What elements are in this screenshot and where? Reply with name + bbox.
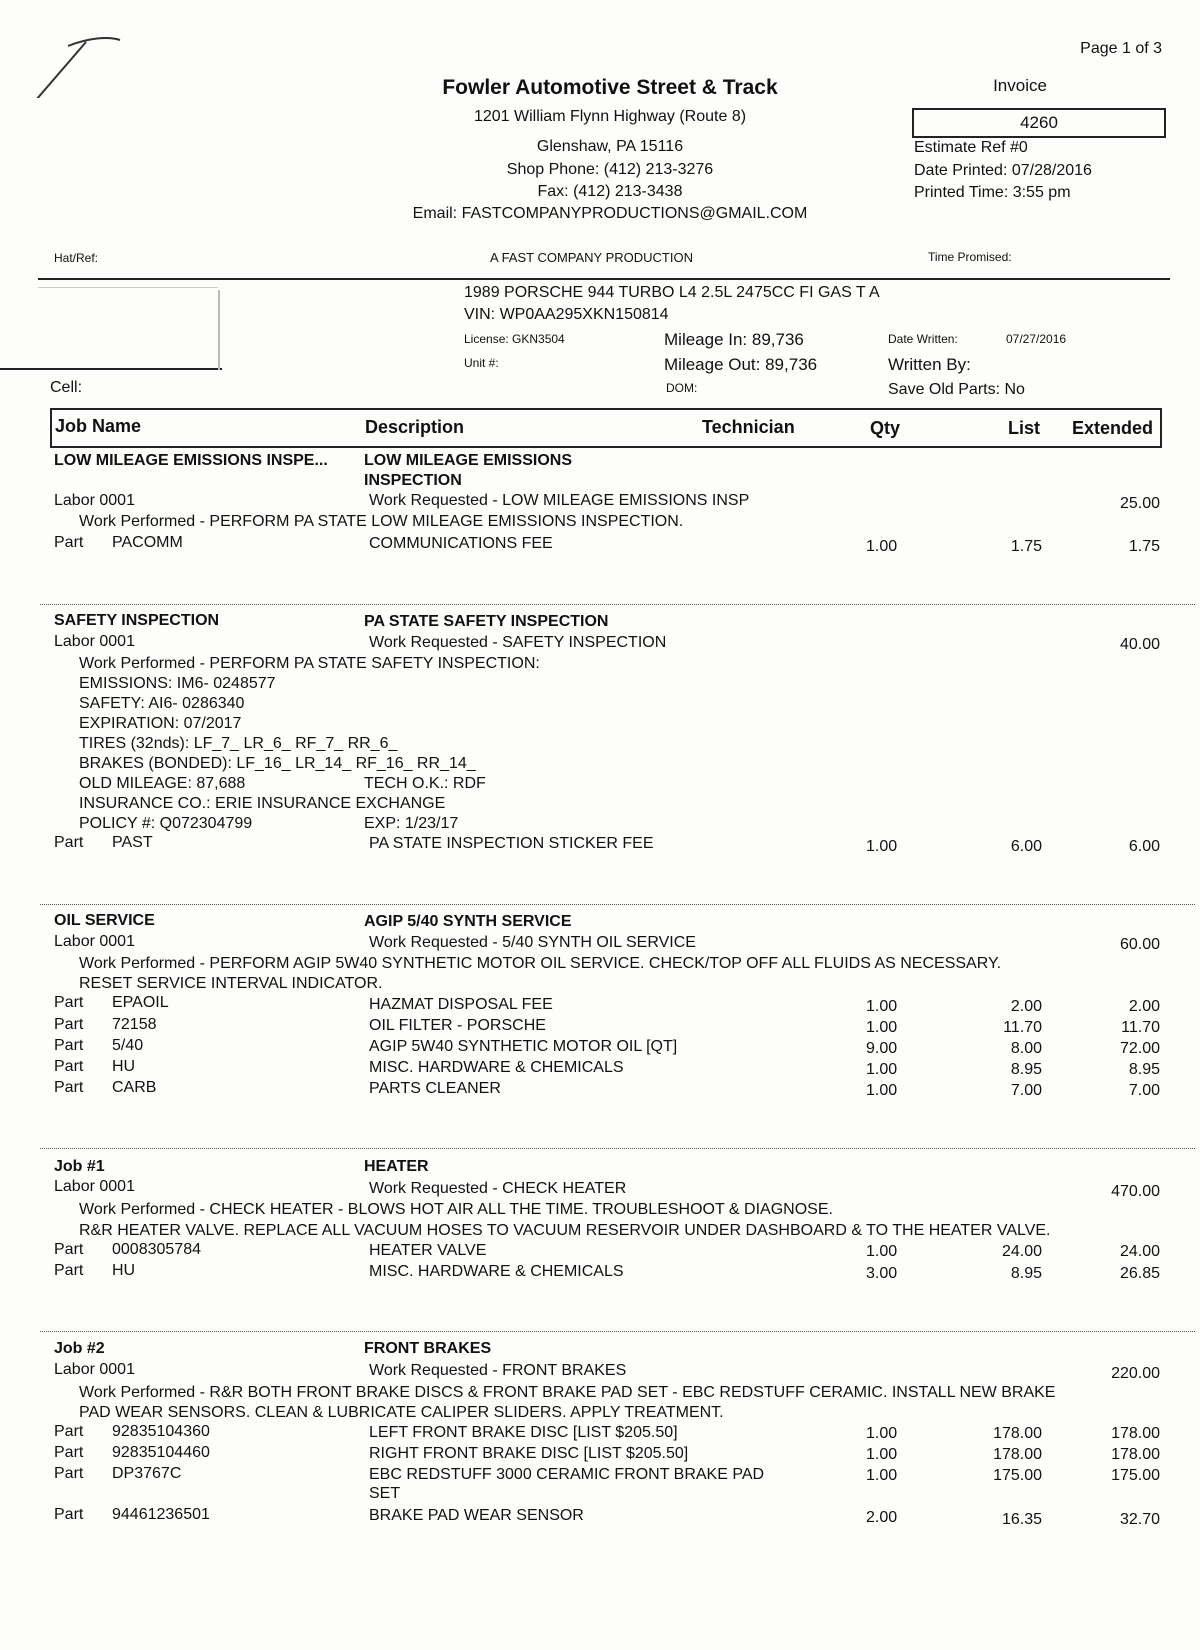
part-qty: 1.00 (866, 1467, 898, 1484)
estimate-ref: Estimate Ref #0 (914, 139, 1028, 156)
redaction-line (0, 368, 222, 370)
mileage-out: Mileage Out: 89,736 (664, 355, 818, 374)
part-description: OIL FILTER - PORSCHE (369, 1017, 546, 1034)
work-performed: Work Performed - PERFORM AGIP 5W40 SYNTHETIC MOTOR OIL SERVICE. CHECK/TOP OFF ALL FLUIDS AS NECESSARY. (79, 955, 1002, 972)
col-technician: Technician (702, 417, 795, 437)
shop-email: Email: FASTCOMPANYPRODUCTIONS@GMAIL.COM (412, 205, 808, 222)
shop-name: Fowler Automotive Street & Track (442, 76, 778, 99)
redaction-edge (218, 290, 220, 370)
col-qty: Qty (870, 418, 901, 438)
save-old-parts: Save Old Parts: No (888, 381, 1025, 398)
part-type: Part (54, 1465, 84, 1482)
date-written-label: Date Written: (888, 332, 958, 346)
labor-amount: 40.00 (1119, 636, 1160, 653)
part-qty: 2.00 (866, 1509, 898, 1526)
job-title: LOW MILEAGE EMISSIONS (364, 452, 573, 469)
mileage-in: Mileage In: 89,736 (664, 330, 804, 349)
work-performed: Work Performed - CHECK HEATER - BLOWS HOT AIR ALL THE TIME. TROUBLESHOOT & DIAGNOSE. (79, 1201, 833, 1218)
part-description: PA STATE INSPECTION STICKER FEE (369, 835, 654, 852)
part-type: Part (54, 534, 84, 551)
invoice-label: Invoice (993, 76, 1047, 95)
work-requested: Work Requested - CHECK HEATER (369, 1180, 627, 1197)
part-code: 94461236501 (112, 1506, 210, 1523)
column-header-box (50, 408, 1162, 448)
job-title: PA STATE SAFETY INSPECTION (364, 613, 609, 630)
part-extended: 72.00 (1119, 1040, 1160, 1057)
part-list: 1.75 (1010, 538, 1042, 555)
labor-code: Labor 0001 (54, 1361, 135, 1378)
work-performed-cont: PAD WEAR SENSORS. CLEAN & LUBRICATE CALIPER SLIDERS. APPLY TREATMENT. (79, 1404, 724, 1421)
part-description: MISC. HARDWARE & CHEMICALS (369, 1263, 624, 1280)
page-number: Page 1 of 3 (1080, 40, 1162, 57)
part-description: BRAKE PAD WEAR SENSOR (369, 1507, 584, 1524)
part-description: AGIP 5W40 SYNTHETIC MOTOR OIL [QT] (369, 1038, 678, 1055)
part-extended: 2.00 (1128, 998, 1160, 1015)
part-code: PAST (112, 834, 153, 851)
part-list: 8.95 (1010, 1061, 1042, 1078)
shop-address-line1: 1201 William Flynn Highway (Route 8) (473, 108, 747, 125)
part-code: HU (112, 1058, 136, 1075)
part-list: 8.95 (1010, 1265, 1042, 1282)
col-extended: Extended (1072, 418, 1154, 438)
redaction-top (38, 287, 218, 288)
shop-fax: Fax: (412) 213-3438 (537, 183, 683, 200)
part-qty: 1.00 (866, 838, 898, 855)
job-title: FRONT BRAKES (364, 1340, 492, 1357)
part-list: 178.00 (993, 1425, 1042, 1442)
part-list: 16.35 (1001, 1511, 1042, 1528)
part-extended: 26.85 (1119, 1265, 1160, 1282)
work-requested: Work Requested - 5/40 SYNTH OIL SERVICE (369, 934, 696, 951)
part-code: HU (112, 1262, 136, 1279)
time-promised-label: Time Promised: (928, 250, 1012, 264)
date-printed: Date Printed: 07/28/2016 (914, 162, 1092, 179)
part-code: EPAOIL (112, 994, 169, 1011)
job-name: LOW MILEAGE EMISSIONS INSPE... (54, 452, 328, 469)
part-type: Part (54, 1016, 84, 1033)
job-separator (40, 1331, 1195, 1332)
work-performed: Work Performed - PERFORM PA STATE LOW MILEAGE EMISSIONS INSPECTION. (79, 513, 684, 530)
part-description: HAZMAT DISPOSAL FEE (369, 996, 553, 1013)
part-code: CARB (112, 1079, 157, 1096)
shop-address-line2: Glenshaw, PA 15116 (536, 138, 684, 155)
expiration-line: EXPIRATION: 07/2017 (79, 715, 242, 732)
printed-time: Printed Time: 3:55 pm (914, 184, 1071, 201)
part-qty: 1.00 (866, 1019, 898, 1036)
part-description: HEATER VALVE (369, 1242, 487, 1259)
col-description: Description (365, 417, 465, 437)
part-type: Part (54, 1241, 84, 1258)
part-qty: 1.00 (866, 1446, 898, 1463)
part-extended: 178.00 (1111, 1446, 1160, 1463)
part-qty: 1.00 (866, 1061, 898, 1078)
part-extended: 7.00 (1128, 1082, 1160, 1099)
work-performed-cont: RESET SERVICE INTERVAL INDICATOR. (79, 975, 383, 992)
work-requested: Work Requested - SAFETY INSPECTION (369, 634, 667, 651)
part-extended: 11.70 (1121, 1019, 1160, 1036)
job-title: HEATER (364, 1158, 429, 1175)
hat-ref-label: Hat/Ref: (54, 251, 99, 265)
job-name: OIL SERVICE (54, 912, 155, 929)
tech-ok: TECH O.K.: RDF (364, 775, 486, 792)
labor-amount: 470.00 (1111, 1183, 1160, 1200)
part-extended: 175.00 (1111, 1467, 1160, 1484)
safety-line: SAFETY: AI6- 0286340 (79, 695, 245, 712)
header-divider (38, 278, 1170, 280)
cell-label: Cell: (50, 379, 83, 396)
job-name: Job #2 (54, 1340, 105, 1357)
part-qty: 1.00 (866, 1082, 898, 1099)
part-list: 11.70 (1003, 1019, 1042, 1036)
old-mileage-line: OLD MILEAGE: 87,688 (79, 775, 246, 792)
part-extended: 178.00 (1111, 1425, 1160, 1442)
part-qty: 9.00 (866, 1040, 898, 1057)
dom-label: DOM: (666, 381, 698, 395)
insurance-line: INSURANCE CO.: ERIE INSURANCE EXCHANGE (79, 795, 446, 812)
tagline: A FAST COMPANY PRODUCTION (490, 250, 693, 265)
job-name: Job #1 (54, 1158, 105, 1175)
part-list: 24.00 (1001, 1243, 1042, 1260)
part-type: Part (54, 1079, 84, 1096)
part-extended: 1.75 (1128, 538, 1160, 555)
brakes-line: BRAKES (BONDED): LF_16_ LR_14_ RF_16_ RR_14_ (79, 755, 476, 772)
labor-amount: 220.00 (1111, 1365, 1160, 1382)
part-code: 5/40 (112, 1037, 144, 1054)
part-description-cont: SET (369, 1485, 401, 1502)
part-code: PACOMM (112, 534, 183, 551)
part-description: PARTS CLEANER (369, 1080, 501, 1097)
job-separator (40, 1148, 1195, 1149)
job-separator (40, 604, 1195, 605)
labor-code: Labor 0001 (54, 933, 135, 950)
part-type: Part (54, 834, 84, 851)
part-extended: 6.00 (1128, 838, 1160, 855)
invoice-number: 4260 (1020, 113, 1058, 132)
part-code: 92835104460 (112, 1444, 210, 1461)
part-list: 6.00 (1010, 838, 1042, 855)
date-written: 07/27/2016 (1006, 332, 1067, 346)
part-list: 178.00 (993, 1446, 1042, 1463)
job-separator (40, 904, 1195, 905)
part-extended: 32.70 (1119, 1511, 1160, 1528)
tires-line: TIRES (32nds): LF_7_ LR_6_ RF_7_ RR_6_ (79, 735, 398, 752)
labor-amount: 25.00 (1119, 495, 1160, 512)
shop-phone: Shop Phone: (412) 213-3276 (506, 161, 714, 178)
part-type: Part (54, 1037, 84, 1054)
part-type: Part (54, 1506, 84, 1523)
unit-number: Unit #: (464, 356, 499, 370)
part-description: MISC. HARDWARE & CHEMICALS (369, 1059, 624, 1076)
part-type: Part (54, 1058, 84, 1075)
labor-code: Labor 0001 (54, 633, 135, 650)
part-extended: 8.95 (1128, 1061, 1160, 1078)
part-code: 72158 (112, 1016, 157, 1033)
part-description: EBC REDSTUFF 3000 CERAMIC FRONT BRAKE PAD (369, 1466, 765, 1483)
labor-code: Labor 0001 (54, 1178, 135, 1195)
vehicle-vin: VIN: WP0AA295XKN150814 (464, 306, 669, 323)
col-list: List (1008, 418, 1041, 438)
labor-code: Labor 0001 (54, 492, 135, 509)
part-qty: 1.00 (866, 1243, 898, 1260)
part-list: 8.00 (1010, 1040, 1042, 1057)
part-description: COMMUNICATIONS FEE (369, 535, 553, 552)
part-type: Part (54, 1262, 84, 1279)
written-by: Written By: (888, 355, 971, 374)
work-performed: Work Performed - R&R BOTH FRONT BRAKE DISCS & FRONT BRAKE PAD SET - EBC REDSTUFF CERAMIC. INSTALL NEW BRAKE (79, 1384, 1056, 1401)
part-description: LEFT FRONT BRAKE DISC [LIST $205.50] (369, 1424, 678, 1441)
labor-amount: 60.00 (1119, 936, 1160, 953)
job-title-cont: INSPECTION (364, 472, 462, 489)
part-qty: 1.00 (866, 998, 898, 1015)
part-code: 0008305784 (112, 1241, 201, 1258)
col-job-name: Job Name (55, 416, 142, 436)
part-extended: 24.00 (1119, 1243, 1160, 1260)
license-plate: License: GKN3504 (464, 332, 565, 346)
part-list: 2.00 (1010, 998, 1042, 1015)
part-type: Part (54, 1423, 84, 1440)
policy-exp: EXP: 1/23/17 (364, 815, 459, 832)
invoice-number-box (912, 108, 1166, 138)
work-performed: Work Performed - PERFORM PA STATE SAFETY INSPECTION: (79, 655, 540, 672)
vehicle-description: 1989 PORSCHE 944 TURBO L4 2.5L 2475CC FI GAS T A (464, 284, 880, 301)
emissions-line: EMISSIONS: IM6- 0248577 (79, 675, 276, 692)
job-name: SAFETY INSPECTION (54, 612, 220, 629)
part-type: Part (54, 994, 84, 1011)
work-performed-cont: R&R HEATER VALVE. REPLACE ALL VACUUM HOSES TO VACUUM RESERVOIR UNDER DASHBOARD & TO THE HEATER VALVE. (79, 1222, 1051, 1239)
part-type: Part (54, 1444, 84, 1461)
job-title: AGIP 5/40 SYNTH SERVICE (364, 913, 572, 930)
work-requested: Work Requested - FRONT BRAKES (369, 1362, 627, 1379)
part-description: RIGHT FRONT BRAKE DISC [LIST $205.50] (369, 1445, 689, 1462)
part-code: DP3767C (112, 1465, 182, 1482)
work-requested: Work Requested - LOW MILEAGE EMISSIONS INSP (369, 492, 750, 509)
part-list: 175.00 (993, 1467, 1042, 1484)
part-qty: 1.00 (866, 538, 898, 555)
part-code: 92835104360 (112, 1423, 210, 1440)
policy-line: POLICY #: Q072304799 (79, 815, 253, 832)
handwritten-mark (28, 28, 128, 98)
part-list: 7.00 (1010, 1082, 1042, 1099)
part-qty: 3.00 (866, 1265, 898, 1282)
part-qty: 1.00 (866, 1425, 898, 1442)
